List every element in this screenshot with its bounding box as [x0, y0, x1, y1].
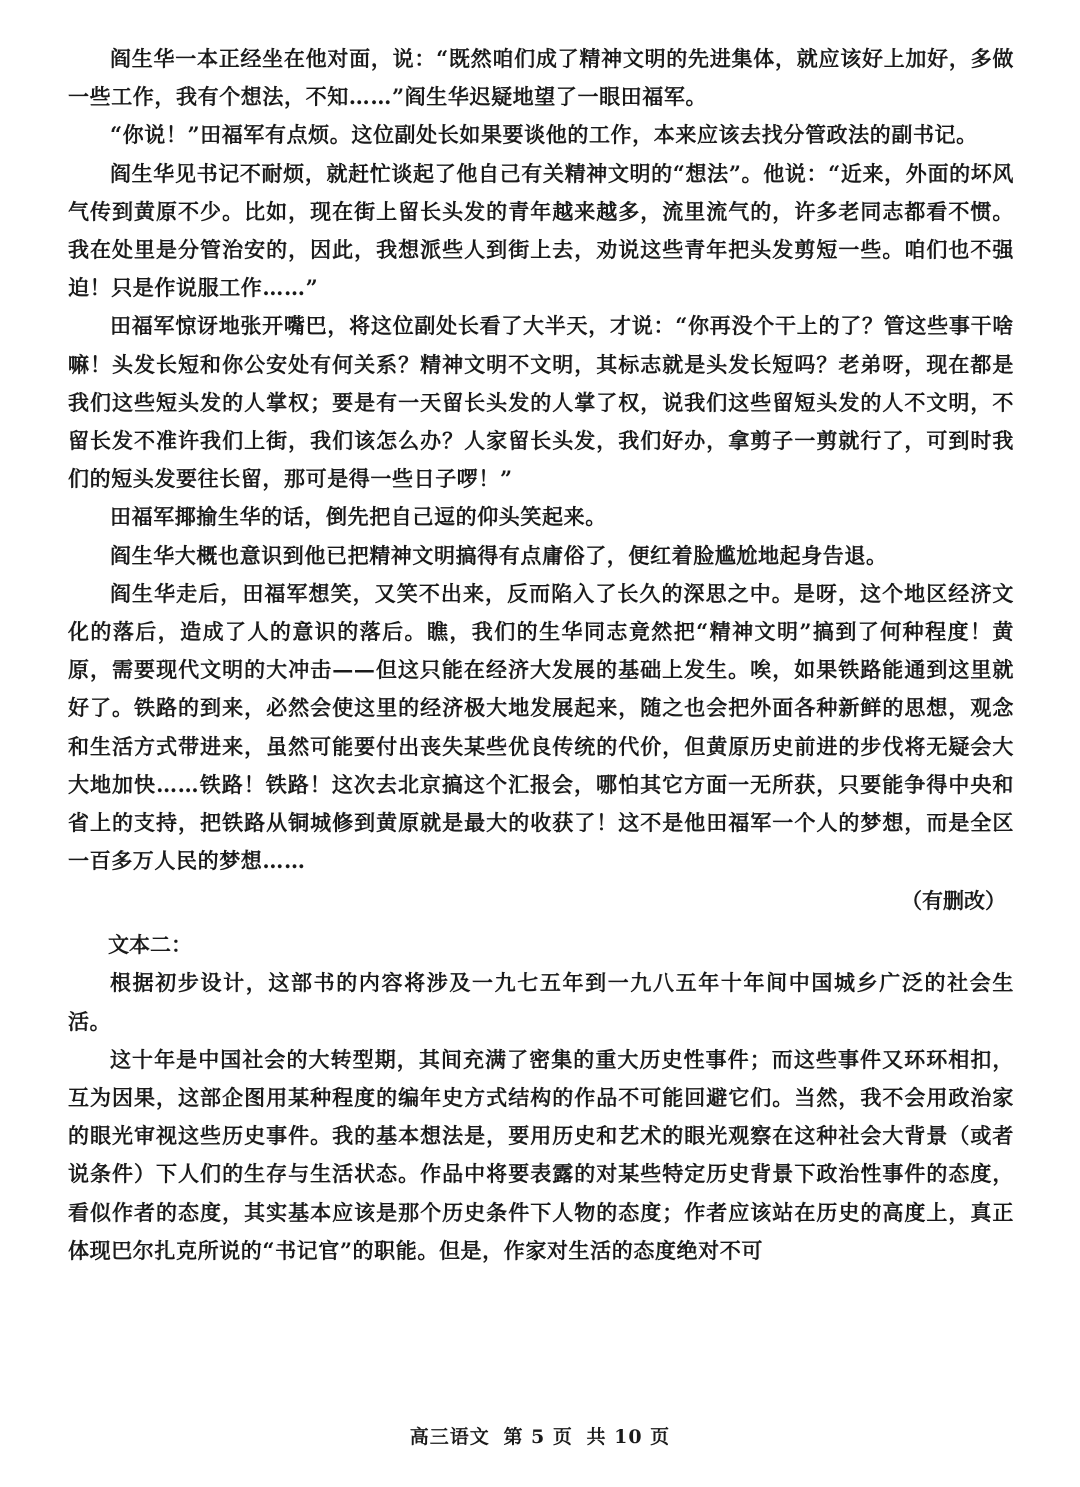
text2-title: 文本二：: [108, 932, 192, 958]
text2-paragraph-2: 这十年是中国社会的大转型期，其间充满了密集的重大历史性事件；而这些事件又环环相扣，互为因果，这部企图用某种程度的编年史方式结构的作品不可能回避它们。当然，我不会用政治家的眼光审视这些历史事件。我的基本想法是，要用历史和艺术的眼光观察在这种社会大背景（或者说条件）下人们的生存与生活状态。作品中将要表露的对某些特定历史背景下政治性事件的态度，看似作者的态度，其实基本应该是那个历史条件下人物的态度；作者应该站在历史的高度上，真正体现巴尔扎克所说的“书记官”的职能。但是，作家对生活的态度绝对不可: [68, 1046, 1014, 1263]
page-footer: [0, 1422, 1080, 1449]
text1-paragraph-2: “你说！”田福军有点烦。这位副处长如果要谈他的工作，本来应该去找分管政法的副书记。: [110, 122, 978, 148]
text1-paragraph-1: 阎生华一本正经坐在他对面，说：“既然咱们成了精神文明的先进集体，就应该好上加好，多做一些工作，我有个想法，不知……”阎生华迟疑地望了一眼田福军。: [68, 46, 1014, 110]
footer-page-number: 第 5 页: [503, 1426, 573, 1448]
page-content: [68, 40, 1014, 1270]
text1-paragraph-7: 阎生华走后，田福军想笑，又笑不出来，反而陷入了长久的深思之中。是呀，这个地区经济文化的落后，造成了人的意识的落后。瞧，我们的生华同志竟然把“精神文明”搞到了何种程度！黄原，需要现代文明的大冲击——但这只能在经济大发展的基础上发生。唉，如果铁路能通到这里就好了。铁路的到来，必然会使这里的经济极大地发展起来，随之也会把外面各种新鲜的思想，观念和生活方式带进来，虽然可能要付出丧失某些优良传统的代价，但黄原历史前进的步伐将无疑会大大地加快……铁路！铁路！这次去北京搞这个汇报会，哪怕其它方面一无所获，只要能争得中央和省上的支持，把铁路从铜城修到黄原就是最大的收获了！这不是他田福军一个人的梦想，而是全区一百多万人民的梦想……: [68, 580, 1014, 874]
source-note: （有删改）: [901, 888, 1006, 914]
text1-paragraph-5: 田福军揶揄生华的话，倒先把自己逗的仰头笑起来。: [110, 504, 607, 530]
text2-paragraph-1: 根据初步设计，这部书的内容将涉及一九七五年到一九八五年十年间中国城乡广泛的社会生活。: [68, 970, 1014, 1034]
text1-paragraph-4: 田福军惊讶地张开嘴巴，将这位副处长看了大半天，才说：“你再没个干上的了？管这些事干啥嘛！头发长短和你公安处有何关系？精神文明不文明，其标志就是头发长短吗？老弟呀，现在都是我们这些短头发的人掌权；要是有一天留长头发的人掌了权，说我们这些留短头发的人不文明，不留长发不准许我们上街，我们该怎么办？人家留长头发，我们好办，拿剪子一剪就行了，可到时我们的短头发要往长留，那可是得一些日子啰！”: [68, 313, 1014, 492]
text1-paragraph-3: 阎生华见书记不耐烦，就赶忙谈起了他自己有关精神文明的“想法”。他说：“近来，外面的坏风气传到黄原不少。比如，现在街上留长头发的青年越来越多，流里流气的，许多老同志都看不惯。我在处里是分管治安的，因此，我想派些人到街上去，劝说这些青年把头发剪短一些。咱们也不强迫！只是作说服工作……”: [68, 160, 1014, 301]
footer-subject: 高三语文: [409, 1426, 490, 1448]
text1-paragraph-6: 阎生华大概也意识到他已把精神文明搞得有点庸俗了，便红着脸尴尬地起身告退。: [110, 542, 888, 568]
footer-total-pages: 共 10 页: [586, 1426, 671, 1448]
